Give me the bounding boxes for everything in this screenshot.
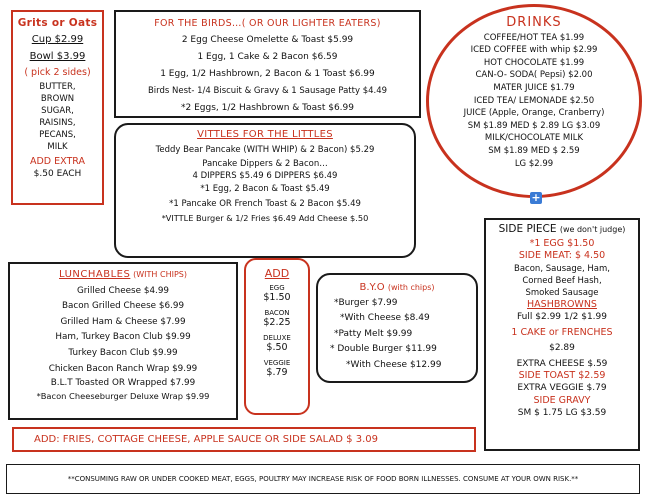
byo-heading	[318, 280, 476, 296]
sidepiece-extra-veggie: EXTRA VEGGIE $.79	[517, 383, 607, 394]
byo-note: (with chips)	[387, 283, 435, 292]
grits-side: PECANS,	[39, 130, 76, 140]
add-item-price: $.50	[266, 342, 288, 353]
grits-side: BROWN	[40, 94, 75, 104]
lunchables-panel	[8, 262, 238, 420]
drinks-item: ICED COFFEE with whip $2.99	[470, 45, 598, 56]
lunchables-item: Ham, Turkey Bacon Club $9.99	[55, 332, 191, 343]
byo-panel	[316, 273, 478, 383]
lunchables-title: LUNCHABLES	[59, 269, 131, 280]
vittles-item: *1 Pancake OR French Toast & 2 Bacon $5.49	[169, 198, 361, 209]
grits-side: RAISINS,	[39, 118, 76, 128]
drinks-item: JUICE (Apple, Orange, Cranberry)	[463, 108, 605, 119]
add-title: ADD	[264, 267, 290, 280]
drinks-panel	[426, 4, 642, 198]
drinks-item: HOT CHOCOLATE $1.99	[483, 57, 585, 68]
vittles-panel	[114, 123, 416, 258]
sidepiece-hash-prices: Full $2.99 1/2 $1.99	[517, 312, 607, 323]
add-item-label: EGG	[269, 284, 285, 292]
grits-side: MILK	[47, 142, 68, 152]
vittles-title: VITTLES FOR THE LITTLES	[197, 129, 333, 140]
birds-item: *2 Eggs, 1/2 Hashbrown & Toast $6.99	[181, 103, 354, 113]
birds-item: Birds Nest- 1/4 Biscuit & Gravy & 1 Sausage Patty $4.49	[147, 86, 388, 96]
birds-item: 1 Egg, 1/2 Hashbrown, 2 Bacon & 1 Toast $6.99	[160, 69, 375, 79]
sidepiece-meat: Smoked Sausage	[525, 288, 599, 299]
lunchables-item: Grilled Ham & Cheese $7.99	[60, 316, 186, 327]
grits-title: Grits or Oats	[17, 17, 98, 29]
birds-item: 1 Egg, 1 Cake & 2 Bacon $6.59	[197, 52, 338, 62]
sidepiece-extra-cheese: EXTRA CHEESE $.59	[516, 359, 608, 370]
birds-item: 2 Egg Cheese Omelette & Toast $5.99	[181, 35, 354, 45]
lunchables-item: Bacon Grilled Cheese $6.99	[61, 301, 185, 312]
add-item-label: DELUXE	[263, 334, 291, 342]
byo-item: *Patty Melt $9.99	[334, 328, 413, 339]
byo-item: * Double Burger $11.99	[330, 344, 437, 354]
byo-title: B.Y.O	[359, 282, 385, 293]
vittles-item: *1 Egg, 2 Bacon & Toast $5.49	[200, 184, 330, 194]
grits-cup: Cup $2.99	[31, 34, 84, 45]
grits-side: BUTTER,	[39, 82, 76, 92]
drinks-item: LG $2.99	[514, 158, 554, 169]
vittles-item: Teddy Bear Pancake (WITH WHIP) & 2 Bacon) $5.29	[155, 144, 375, 155]
vittles-item: *VITTLE Burger & 1/2 Fries $6.49 Add Cheese $.50	[161, 213, 369, 223]
add-sides-bar	[12, 427, 476, 452]
lunchables-item: *Bacon Cheeseburger Deluxe Wrap $9.99	[36, 391, 210, 402]
grits-add-price: $.50 EACH	[33, 169, 82, 179]
sidepiece-gravy-prices: SM $ 1.75 LG $3.59	[517, 407, 607, 418]
birds-title: FOR THE BIRDS…( OR OUR LIGHTER EATERS)	[154, 18, 381, 29]
byo-item: *With Cheese $8.49	[340, 313, 430, 323]
add-item-label: VEGGIE	[263, 359, 291, 367]
warning-text: **CONSUMING RAW OR UNDER COOKED MEAT, EGGS, POULTRY MAY INCREASE RISK OF FOOD BORN ILLNESSES. CONSUME AT YOUR OWN RISK.**	[67, 475, 579, 483]
drinks-item: SM $1.89 MED $ 2.89 LG $3.09	[467, 120, 601, 131]
drinks-item: ICED TEA/ LEMONADE $2.50	[473, 95, 595, 106]
sidepiece-cake-title: 1 CAKE or FRENCHES	[511, 326, 613, 338]
drinks-item: MATER JUICE $1.79	[493, 82, 575, 93]
birds-panel	[114, 10, 421, 118]
warning-panel	[6, 464, 640, 494]
grits-side: SUGAR,	[41, 106, 74, 116]
drinks-item: MILK/CHOCOLATE MILK	[484, 133, 584, 144]
sidepiece-meat: Bacon, Sausage, Ham,	[514, 263, 610, 274]
grits-panel	[11, 10, 104, 205]
plus-icon[interactable]: +	[531, 191, 541, 204]
add-item-label: BACON	[264, 309, 290, 317]
sidepiece-cake-price: $2.89	[549, 342, 575, 353]
byo-item: *Burger $7.99	[334, 297, 398, 308]
grits-bowl: Bowl $3.99	[29, 51, 86, 62]
byo-item: *With Cheese $12.99	[346, 359, 442, 370]
lunchables-note: (WITH CHIPS)	[133, 270, 187, 279]
sidepiece-egg: *1 EGG $1.50	[529, 238, 595, 250]
vittles-item: Pancake Dippers & 2 Bacon…	[202, 159, 328, 169]
grits-pick: ( pick 2 sides)	[24, 67, 91, 78]
drinks-item: SM $1.89 MED $ 2.59	[488, 145, 580, 156]
grits-sides	[13, 81, 102, 153]
lunchables-heading	[10, 267, 236, 284]
drinks-item: CAN-O- SODA( Pepsi) $2.00	[475, 70, 593, 81]
sidepiece-panel	[484, 218, 640, 451]
sidepiece-meat: Corned Beef Hash,	[522, 275, 602, 286]
grits-add-extra: ADD EXTRA	[29, 156, 85, 167]
add-panel	[244, 258, 310, 415]
add-item-price: $.79	[266, 367, 288, 378]
sidepiece-heading	[486, 223, 638, 236]
lunchables-item: Grilled Cheese $4.99	[76, 285, 170, 296]
vittles-item: 4 DIPPERS $5.49 6 DIPPERS $6.49	[192, 171, 338, 181]
lunchables-item: Turkey Bacon Club $9.99	[68, 347, 178, 358]
sidepiece-meat-title: SIDE MEAT: $ 4.50	[518, 250, 606, 262]
drinks-title: DRINKS	[506, 15, 562, 30]
lunchables-item: Chicken Bacon Ranch Wrap $9.99	[48, 363, 198, 374]
sidepiece-side-toast: SIDE TOAST $2.59	[518, 370, 606, 382]
sidepiece-note: (we don't judge)	[559, 225, 626, 234]
sidepiece-title: SIDE PIECE	[498, 223, 557, 235]
sidepiece-gravy-title: SIDE GRAVY	[533, 394, 591, 406]
drinks-item: COFFEE/HOT TEA $1.99	[483, 32, 585, 43]
add-sides-text: ADD: FRIES, COTTAGE CHEESE, APPLE SAUCE OR SIDE SALAD $ 3.09	[34, 434, 378, 445]
add-item-price: $2.25	[263, 317, 291, 328]
lunchables-item: B.L.T Toasted OR Wrapped $7.99	[50, 378, 196, 389]
add-item-price: $1.50	[263, 292, 291, 303]
sidepiece-hash-title: HASHBROWNS	[527, 299, 597, 311]
